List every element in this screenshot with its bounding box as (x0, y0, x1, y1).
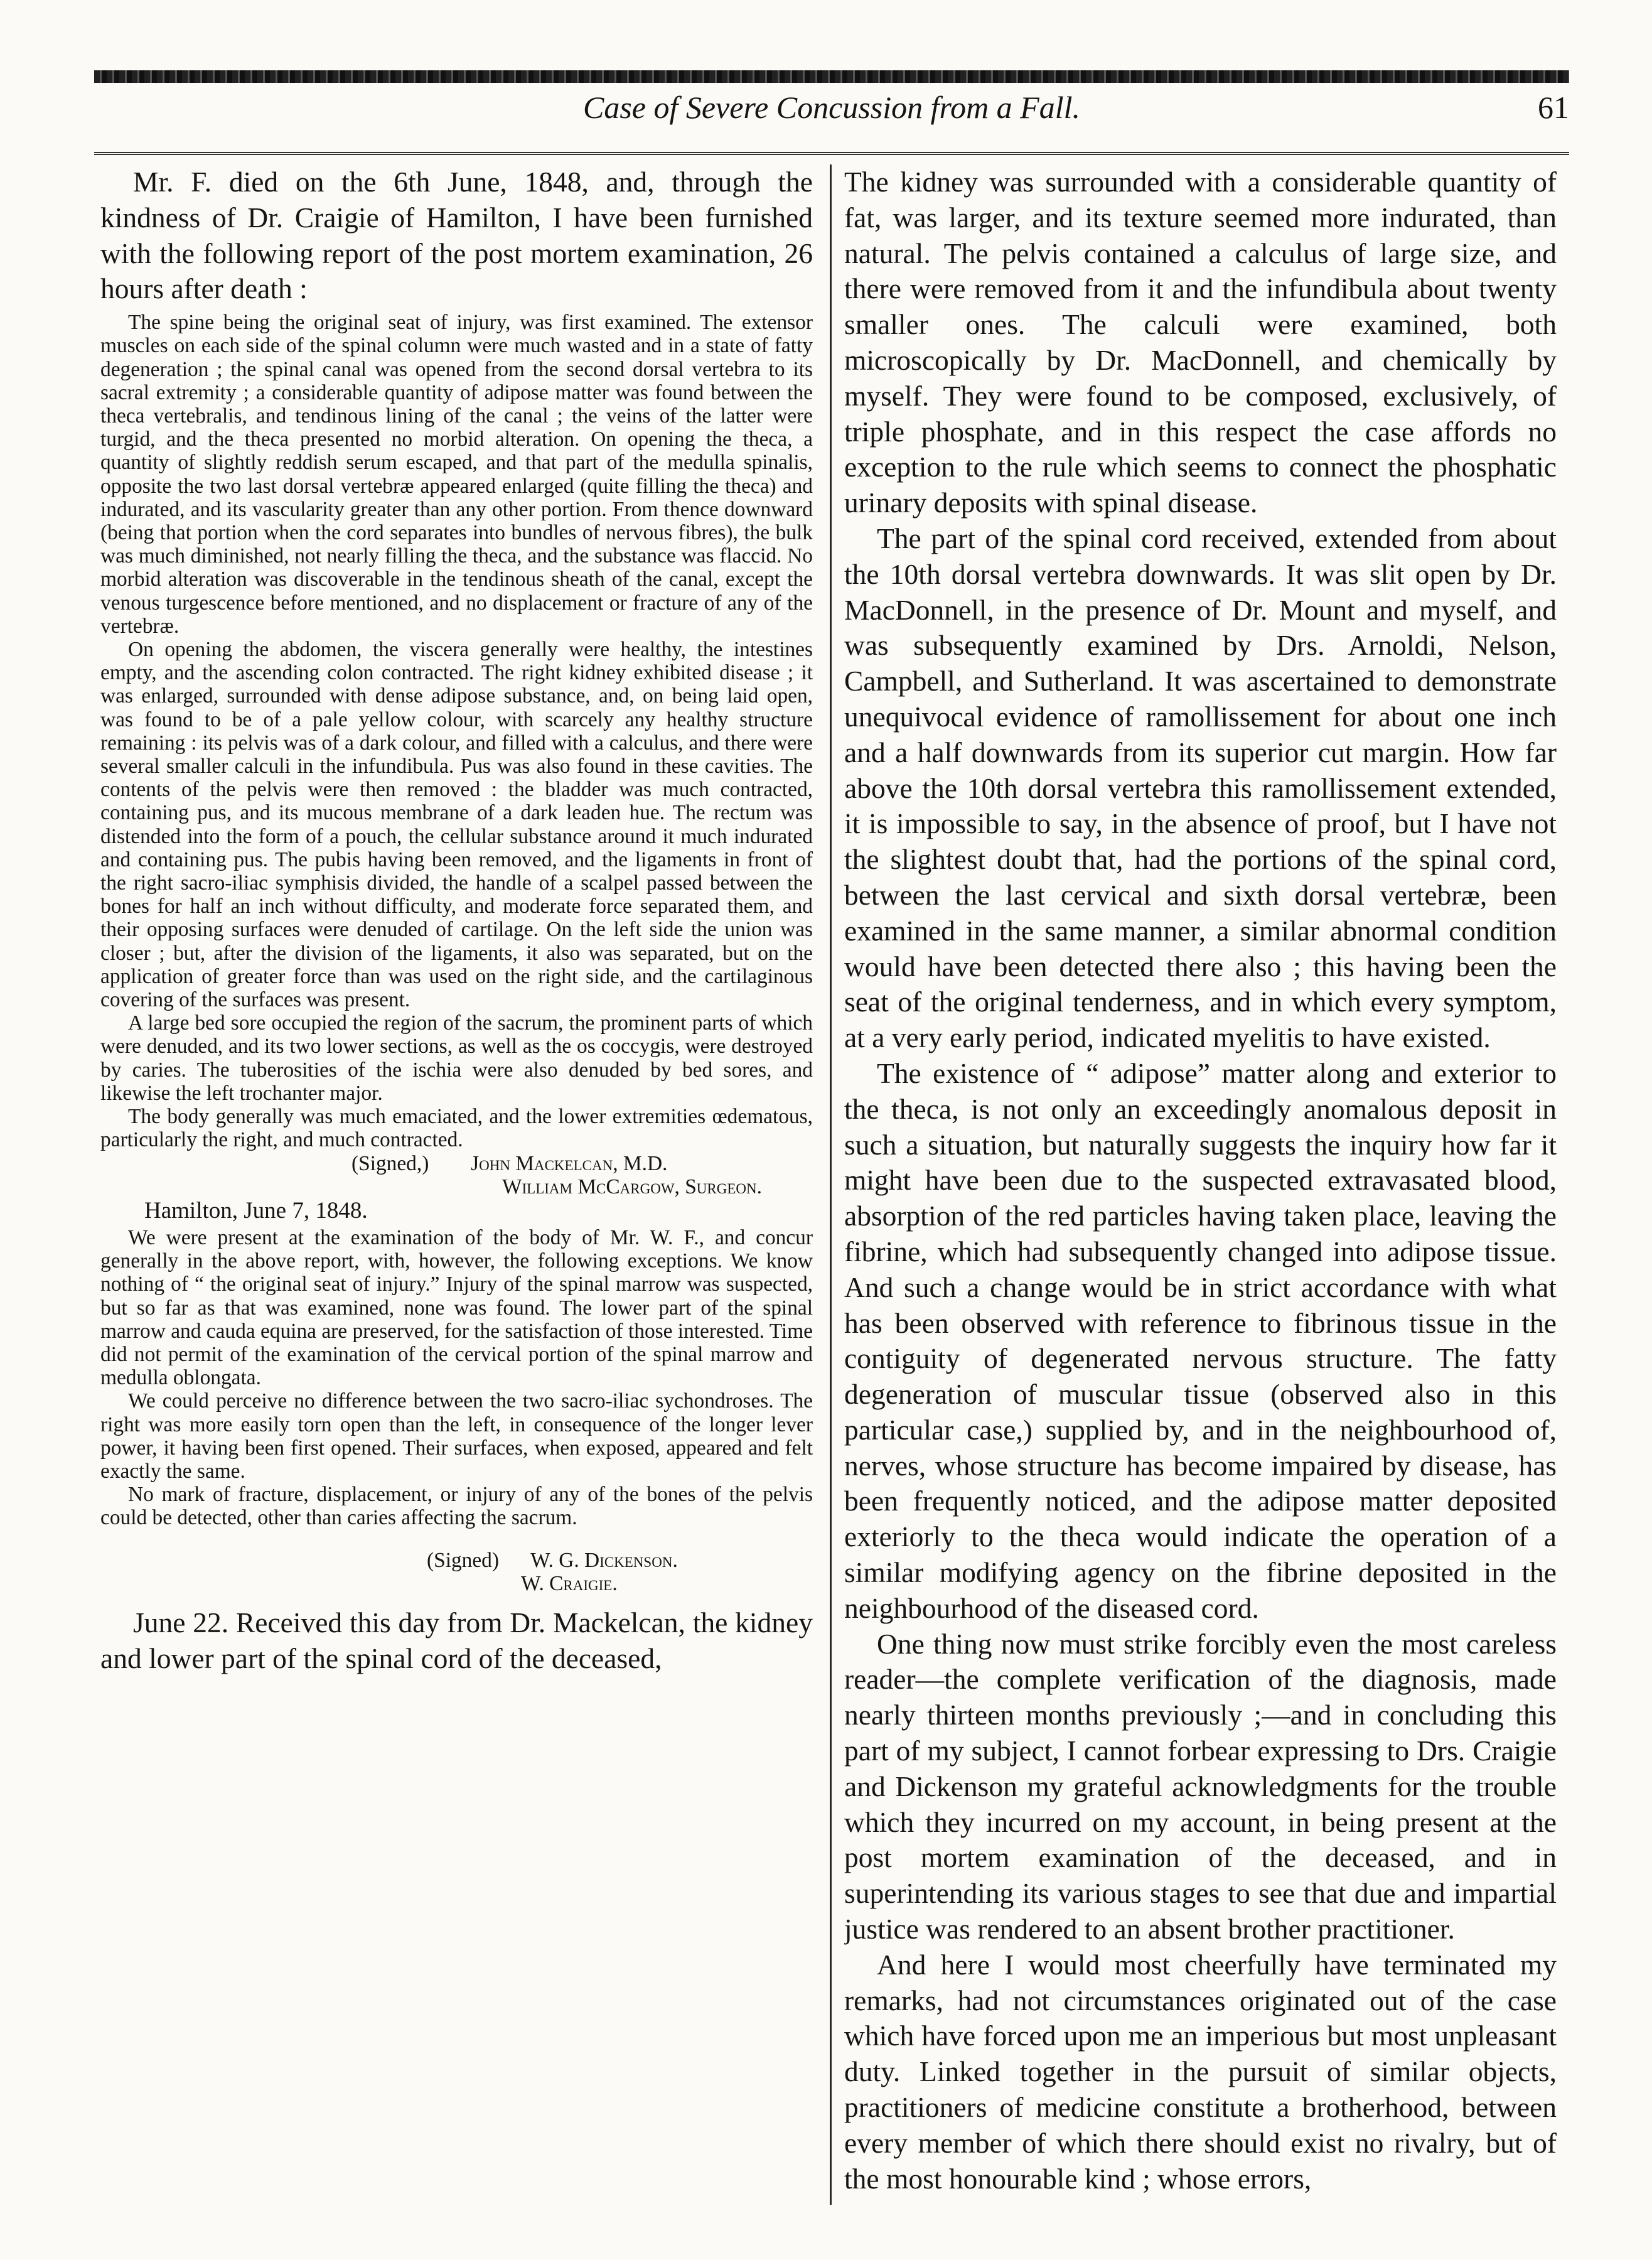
signature-1-line-1 (351, 1152, 813, 1175)
signatory-dickenson: W. G. Dickenson. (530, 1548, 678, 1572)
signed-label-2: (Signed) (427, 1548, 499, 1572)
rebuttal-paragraph: We could perceive no difference between the two sacro-iliac sychondroses. The right was more easily torn open than the left, in consequence of the longer lever power, it having been first opened. Their surfaces, when exposed, appeared and felt exactly the same. (100, 1389, 813, 1483)
running-title: Case of Severe Concussion from a Fall. (582, 90, 1081, 125)
page-number: 61 (1538, 90, 1569, 125)
top-rule (94, 70, 1569, 83)
signature-block-1 (100, 1152, 813, 1198)
body-paragraph: One thing now must strike forcibly even the most careless reader—the complete verification of the diagnosis, made nearly thirteen months previously ;—and in concluding this part of my subject, I cannot forbear expressing to Drs. Craigie and Dickenson my grateful acknowledgments for the trouble which they incurred on my account, in being present at the post mortem examination of the deceased, and in superintending its various stages to see that due and impartial justice was rendered to an absent brother practitioner. (844, 1627, 1557, 1945)
right-column (844, 164, 1557, 2205)
signatory-craigie: W. Craigie. (521, 1571, 618, 1595)
left-column (100, 164, 813, 2205)
closing-paragraph: June 22. Received this day from Dr. Mackelcan, the kidney and lower part of the spinal cord of the deceased, (100, 1606, 813, 1674)
body-paragraph: And here I would most cheerfully have terminated my remarks, had not circumstances originated out of the case which have forced upon me an imperious but most unpleasant duty. Linked together in the pursuit of similar objects, practitioners of medicine constitute a brotherhood, between every member of which there should exist no rivalry, but of the most honourable kind ; whose errors, (844, 1948, 1557, 2195)
report-paragraph: A large bed sore occupied the region of the sacrum, the prominent parts of which were denuded, and its two lower sections, as well as the os coccygis, were destroyed by caries. The tuberosities of the ischia were also denuded by bed sores, and likewise the left trochanter major. (100, 1011, 813, 1105)
rebuttal-paragraph: No mark of fracture, displacement, or injury of any of the bones of the pelvis could be detected, other than caries affecting the sacrum. (100, 1483, 813, 1530)
signed-label: (Signed,) (351, 1151, 429, 1175)
rebuttal-paragraph: We were present at the examination of the body of Mr. W. F., and concur generally in the above report, with, however, the following exceptions. We know nothing of “ the original seat of injury.” Injury of the spinal marrow was suspected, but so far as that was examined, none was found. The lower part of the spinal marrow and cauda equina are preserved, for the satisfaction of those interested. Time did not permit of the examination of the cervical portion of the spinal marrow and medulla oblongata. (100, 1225, 813, 1390)
body-paragraph: The kidney was surrounded with a considerable quantity of fat, was larger, and its texture seemed more indurated, than natural. The pelvis contained a calculus of large size, and there were removed from it and the infundibula about twenty smaller ones. The calculi were examined, both microscopically by Dr. MacDonnell, and chemically by myself. They were found to be composed, exclusively, of triple phosphate, and in this respect the case affords no exception to the rule which seems to connect the phosphatic urinary deposits with spinal disease. (844, 166, 1557, 519)
report-paragraph: On opening the abdomen, the viscera generally were healthy, the intestines empty, and the ascending colon contracted. The right kidney exhibited disease ; it was enlarged, surrounded with dense adipose substance, and, on being laid open, was found to be of a pale yellow colour, with scarcely any healthy structure remaining : its pelvis was of a dark colour, and filled with a calculus, and there were several smaller calculi in the infundibula. Pus was also found in these cavities. The contents of the pelvis were then removed : the bladder was much contracted, containing pus, and its mucous membrane of a dark leaden hue. The rectum was distended into the form of a pouch, the cellular substance around it much indurated and containing pus. The pubis having been removed, and the ligaments in front of the right sacro-iliac symphisis divided, the handle of a scalpel passed between the bones for half an inch without difficulty, and moderate force separated them, and their opposing surfaces were denuded of cartilage. On the left side the union was closer ; but, after the division of the ligaments, it also was separated, but on the application of greater force than was used on the right side, and the cartilaginous covering of the surfaces was present. (100, 638, 813, 1012)
report-paragraph: The body generally was much emaciated, and the lower extremities œdematous, particularly the right, and much contracted. (100, 1105, 813, 1152)
column-divider (830, 164, 832, 2205)
body-paragraph: The existence of “ adipose” matter along and exterior to the theca, is not only an exceedingly anomalous deposit in such a situation, but naturally suggests the inquiry how far it might have been due to the suspected extravasated blood, absorption of the red particles having taken place, leaving the fibrine, which had subsequently changed into adipose tissue. And such a change would be in strict accordance with what has been observed with reference to fibrinous tissue in the contiguity of degenerated nervous structure. The fatty degeneration of muscular tissue (observed also in this particular case,) supplied by, and in the neighbourhood of, nerves, whose structure has become impaired by disease, has been frequently noticed, and the adipose matter deposited exteriorly to the theca would indicate the operation of a similar modifying agency on the fibrine deposited in the neighbourhood of the diseased cord. (844, 1057, 1557, 1624)
signatory-mccargow: William McCargow, Surgeon. (502, 1175, 762, 1198)
signatory-mackelcan: John Mackelcan, M.D. (471, 1151, 668, 1175)
signature-block-2 (100, 1549, 813, 1595)
place-date: Hamilton, June 7, 1848. (144, 1197, 368, 1224)
page-header (94, 83, 1569, 155)
intro-paragraph: Mr. F. died on the 6th June, 1848, and, through the kindness of Dr. Craigie of Hamilton, I have been furnished with the following report of the post mortem examination, 26 hours after death : (100, 166, 813, 305)
report-paragraph: The spine being the original seat of injury, was first examined. The extensor muscles on each side of the spinal column were much wasted and in a state of fatty degeneration ; the spinal canal was opened from the second dorsal vertebra to its sacral extremity ; a considerable quantity of adipose matter was found between the theca vertebralis, and tendinous lining of the canal ; the veins of the latter were turgid, and the theca presented no morbid alteration. On opening the theca, a quantity of slightly reddish serum escaped, and that part of the medulla spinalis, opposite the two last dorsal vertebræ appeared enlarged (quite filling the theca) and indurated, and its vascularity greater than any other portion. From thence downward (being that portion when the cord separates into bundles of nervous fibres), the bulk was much diminished, not nearly filling the theca, and the substance was flaccid. No morbid alteration was discoverable in the tendinous sheath of the canal, except the venous turgescence before mentioned, and no displacement or fracture of any of the vertebræ. (100, 311, 813, 638)
body-paragraph: The part of the spinal cord received, extended from about the 10th dorsal vertebra downwards. It was slit open by Dr. MacDonnell, in the presence of Dr. Mount and myself, and was subsequently examined by Drs. Arnoldi, Nelson, Campbell, and Sutherland. It was ascertained to demonstrate unequivocal evidence of ramollissement for about one inch and a half downwards from its superior cut margin. How far above the 10th dorsal vertebra this ramollissement extended, it is impossible to say, in the absence of proof, but I have not the slightest doubt that, had the portions of the spinal cord, between the last cervical and sixth dorsal vertebræ, been examined in the same manner, a similar abnormal condition would have been detected there also ; this having been the seat of the original tenderness, and in which every symptom, at a very early period, indicated myelitis to have existed. (844, 522, 1557, 1054)
